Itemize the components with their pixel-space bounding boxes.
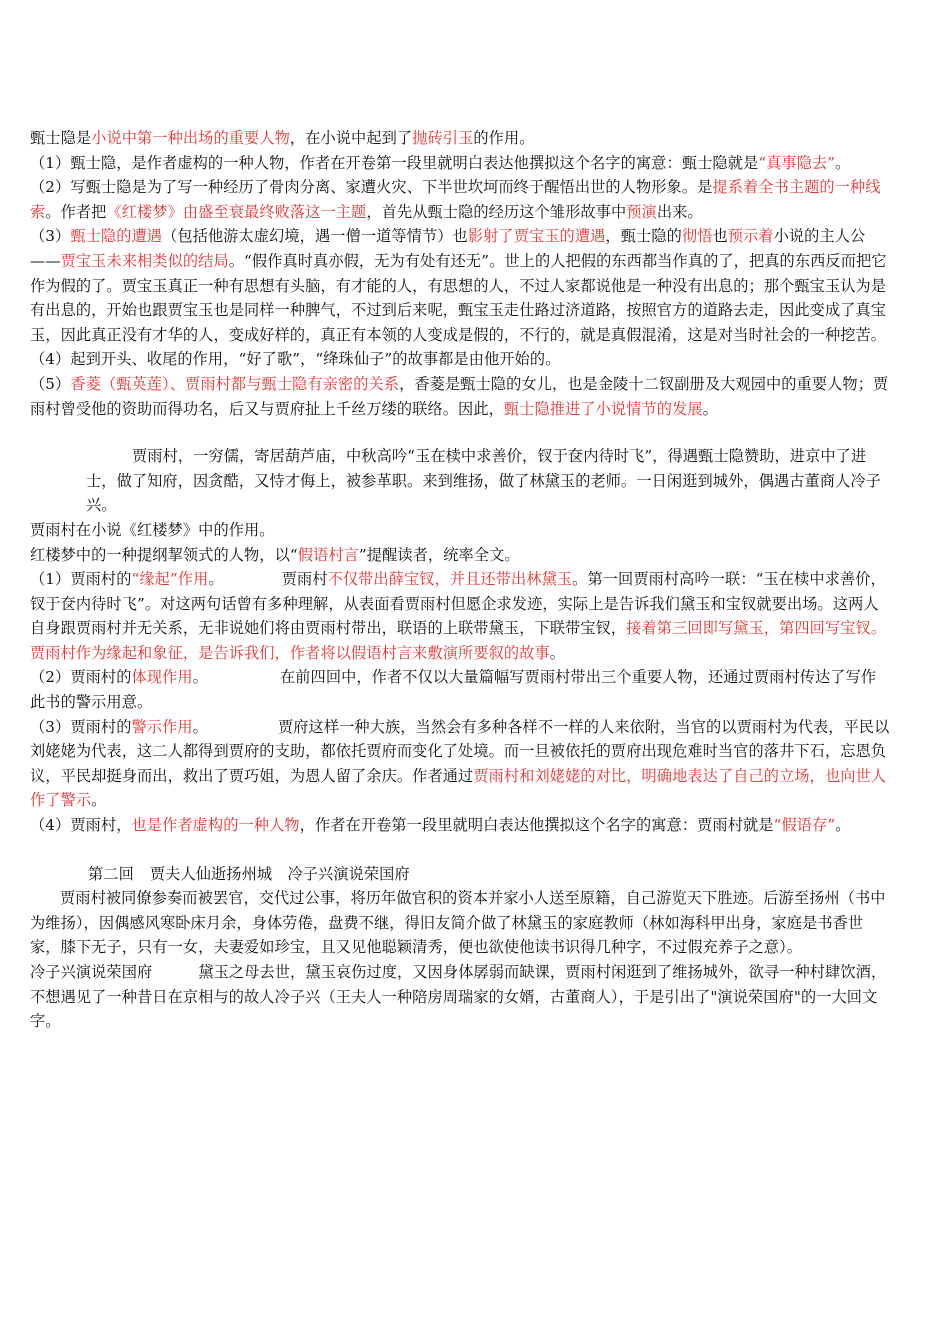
zhen-point-5: （5）香菱（甄英莲）、贾雨村都与甄士隐有亲密的关系，香菱是甄士隐的女儿，也是金陵十二钗副册及大观园中的重要人物；贾雨村曾受他的资助而得功名，后又与贾府扯上千丝万缕的联络。因此，甄士隐推进了小说情节的发展。: [30, 374, 889, 418]
jia-point-3: （3）贾雨村的警示作用。 贾府这样一种大族，当然会有多种各样不一样的人来依附，当官的以贾雨村为代表，平民以刘姥姥为代表，这二人都得到贾府的支助，都依托贾府而变化了处境。而一旦被依托的贾府出现危难时当官的落井下石，忘恩负议，平民却挺身而出，救出了贾巧姐，为恩人留了余庆。作者通过贾雨村和刘姥姥的对比，明确地表达了自己的立场，也向世人作了警示。: [30, 717, 890, 810]
section-gap: [30, 421, 890, 444]
zhen-point-3: （3）甄士隐的遭遇（包括他游太虚幻境，遇一僧一道等情节）也影射了贾宝玉的遭遇，甄士隐的彻悟也预示着小说的主人公——贾宝玉未来相类似的结局。“假作真时真亦假，无为有处有还无”。世上的人把假的东西都当作真的了，把真的东西反而把它作为假的了。贾宝玉真正一种有思想有头脑，有才能的人，有思想的人，不过人家都说他是一种没有出息的；那个甄宝玉认为是有出息的，开始也跟贾宝玉也是同样一种脾气，不过到后来呢，甄宝玉走仕路过济道路，按照官方的道路去走，因此变成了真宝玉，因此真正没有才华的人，变成好样的，真正有本领的人变成是假的，不行的，就是真假混淆，这是对当时社会的一种挖苦。: [30, 227, 887, 344]
jia-point-2: （2）贾雨村的体现作用。 在前四回中，作者不仅以大量篇幅写贾雨村带出三个重要人物，还通过贾雨村传达了写作此书的警示用意。: [30, 668, 877, 712]
zhen-point-4: （4）起到开头、收尾的作用，“好了歌”，“绛珠仙子”的故事都是由他开始的。: [30, 350, 561, 369]
jia-role: 红楼梦中的一种提纲挈领式的人物，以“假语村言”提醒读者，统率全文。: [30, 545, 520, 564]
leng-paragraph: 冷子兴演说荣国府 黛玉之母去世，黛玉哀伤过度，又因身体孱弱而缺课，贾雨村闲逛到了维扬城外，欲寻一种村肆饮酒，不想遇见了一种昔日在京相与的故人冷子兴（王夫人一种陪房周瑞家的女婿，古董商人），于是引出了"演说荣国府"的一大回文字。: [30, 963, 887, 1031]
zhen-point-1: （1）甄士隐，是作者虚构的一种人物，作者在开卷第一段里就明白表达他撰拟这个名字的寓意：甄士隐就是“真事隐去”。: [30, 153, 851, 172]
jia-point-4: （4）贾雨村，也是作者虚构的一种人物，作者在开卷第一段里就明白表达他撰拟这个名字的寓意：贾雨村就是“假语存”。: [30, 816, 851, 835]
zhen-intro: 甄士隐是小说中第一种出场的重要人物，在小说中起到了抛砖引玉的作用。: [30, 129, 535, 147]
jia-point-1: （1）贾雨村的“缘起”作用。 贾雨村不仅带出薛宝钗，并且还带出林黛玉。第一回贾雨村高吟一联：“玉在椟中求善价，钗于奁内待时飞”。对这两句话曾有多种理解，从表面看贾雨村但愿企求发迹，实际上是告诉我们黛玉和宝钗就要出场。这两人自身跟贾雨村并无关系，无非说她们将由贾雨村带出，联语的上联带黛玉，下联带宝钗，接着第三回即写黛玉，第四回写宝钗。贾雨村作为缘起和象征，是告诉我们，作者将以假语村言来敷演所要叙的故事。: [30, 570, 887, 662]
chapter-heading: 第二回 贾夫人仙逝扬州城 冷子兴演说荣国府: [88, 864, 410, 883]
zhen-point-2: （2）写甄士隐是为了写一种经历了骨肉分离、家遭火灾、下半世坎坷而终于醒悟出世的人物形象。是提系着全书主题的一种线索。作者把《红楼梦》由盛至衰最终败落这一主题，首先从甄士隐的经历这个雏形故事中预演出来。: [30, 178, 881, 221]
jia-summary: 贾雨村，一穷儒，寄居葫芦庙，中秋高吟“玉在椟中求善价，钗于奁内待时飞”，得遇甄士隐赞助，进京中了进士，做了知府，因贪酷，又恃才侮上，被参革职。来到维扬，做了林黛玉的老师。一日闲逛到城外，偶遇古董商人冷子兴。: [86, 447, 881, 515]
document-page: [30, 126, 890, 1034]
chapter-body: 贾雨村被同僚参奏而被罢官，交代过公事，将历年做官积的资本并家小人送至原籍，自己游览天下胜迹。后游至扬州（书中为维扬），因偶感风寒卧床月余，身体劳倦，盘费不继，得旧友简介做了林黛玉的家庭教师（林如海科甲出身，家庭是书香世家，膝下无子，只有一女，夫妻爱如珍宝，且又见他聪颖清秀，便也欲使他读书识得几种字，不过假充养子之意）。: [30, 889, 886, 957]
section-gap: [30, 838, 890, 862]
jia-section-title: 贾雨村在小说《红楼梦》中的作用。: [30, 520, 275, 539]
